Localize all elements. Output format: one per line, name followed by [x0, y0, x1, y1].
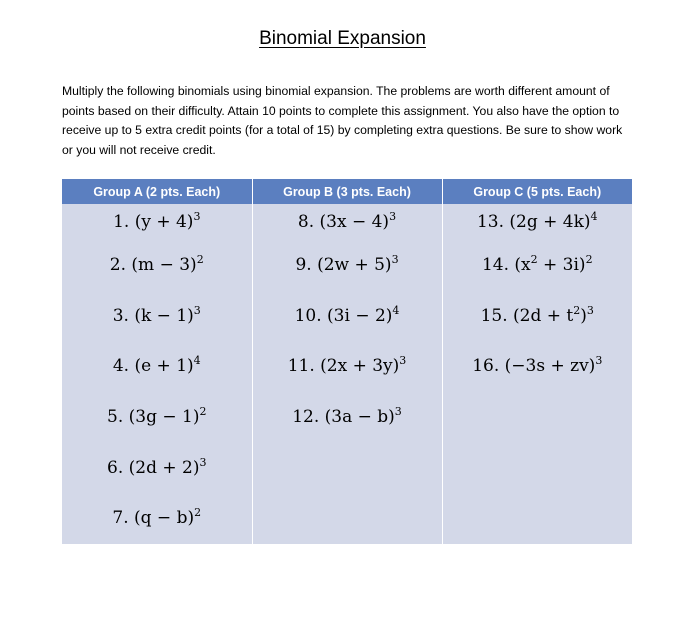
problem-cell	[252, 392, 442, 443]
problem-expression	[107, 407, 206, 427]
empty-cell	[252, 442, 442, 493]
problem-number: 9.	[295, 255, 318, 276]
problem-cell	[62, 291, 252, 342]
problem-number: 16.	[472, 356, 505, 377]
expression-base: (q − b)	[134, 508, 195, 529]
problem-number: 6.	[107, 457, 129, 478]
problem-expression	[113, 356, 201, 376]
problem-expression	[295, 255, 398, 275]
expression-base: (−3s + zv)	[504, 356, 596, 377]
problem-number: 14.	[481, 255, 515, 276]
expression-exponent: 3	[586, 303, 594, 317]
problem-number: 11.	[287, 356, 321, 377]
inner-exponent: 2	[573, 303, 581, 317]
problem-number: 10.	[294, 305, 328, 326]
problem-cell	[442, 291, 632, 342]
expression-exponent: 3	[595, 354, 603, 368]
expression-exponent: 4	[193, 354, 201, 368]
expression-exponent: 2	[194, 506, 202, 520]
problem-number: 2.	[109, 255, 132, 276]
expression-base: (m − 3)	[131, 255, 197, 276]
table-row	[62, 493, 632, 544]
expression-exponent: 3	[193, 303, 201, 317]
problem-cell	[62, 442, 252, 493]
problem-cell	[62, 341, 252, 392]
problem-cell	[442, 240, 632, 291]
problem-number: 8.	[297, 212, 320, 232]
problem-expression	[482, 255, 593, 275]
empty-cell	[252, 493, 442, 544]
instructions-paragraph: Multiply the following binomials using binomial expansion. The problems are worth different amount of points based on their difficulty. Attain 10 points to complete this assignment. You also have the option to receive up to 5 extra credit points (for a total of 15) by completing extra questions. Be sure to show work or you will not receive credit.	[62, 84, 623, 157]
problem-cell	[252, 341, 442, 392]
table-row	[62, 392, 632, 443]
problem-number: 3.	[112, 305, 135, 326]
page-title: Binomial Expansion	[259, 28, 426, 49]
expression-exponent: 2	[585, 253, 593, 267]
problem-number: 4.	[112, 356, 135, 377]
problem-expression	[107, 455, 207, 478]
expression-base: )	[580, 305, 587, 326]
problem-expression	[113, 212, 200, 232]
table-row	[62, 204, 632, 240]
empty-cell	[442, 392, 632, 443]
expression-base: (2d + 2)	[128, 457, 200, 478]
problem-number: 7.	[112, 508, 135, 529]
problem-cell	[442, 204, 632, 240]
problem-cell	[442, 341, 632, 392]
expression-exponent: 3	[394, 405, 402, 419]
expression-exponent: 2	[196, 253, 204, 267]
expression-base: (3a − b)	[324, 407, 395, 428]
problem-expression	[298, 212, 396, 232]
table-row	[62, 341, 632, 392]
problem-number: 1.	[113, 212, 135, 232]
problem-cell	[252, 204, 442, 240]
empty-cell	[442, 442, 632, 493]
expression-exponent: 3	[199, 455, 207, 469]
header-group-b: Group B (3 pts. Each)	[252, 179, 442, 204]
expression-exponent: 3	[193, 210, 201, 223]
expression-base: (2w + 5)	[317, 255, 392, 276]
expression-exponent: 4	[590, 210, 598, 223]
problem-expression	[110, 255, 204, 275]
problem-expression	[472, 356, 602, 376]
problem-expression	[480, 303, 594, 326]
expression-base: (2g + 4k)	[509, 212, 591, 232]
problem-expression	[292, 407, 402, 427]
expression-inner: (2d + t	[513, 305, 574, 326]
expression-exponent: 2	[199, 405, 207, 419]
empty-cell	[442, 493, 632, 544]
expression-inner: (x	[514, 255, 531, 276]
inner-exponent: 2	[530, 253, 538, 267]
problem-expression	[112, 303, 201, 326]
table-row	[62, 442, 632, 493]
expression-exponent: 3	[391, 253, 399, 267]
problem-cell	[252, 291, 442, 342]
problem-number: 5.	[107, 407, 129, 428]
problem-number: 12.	[292, 407, 325, 428]
expression-base: (3i − 2)	[327, 305, 393, 326]
expression-base: (3x − 4)	[319, 212, 390, 232]
problem-expression	[477, 212, 598, 232]
problem-cell	[62, 240, 252, 291]
expression-base: (e + 1)	[134, 356, 194, 377]
problems-table	[62, 179, 632, 544]
expression-base: (y + 4)	[134, 212, 194, 232]
expression-base: (2x + 3y)	[320, 356, 400, 377]
table-row	[62, 291, 632, 342]
header-group-c: Group C (5 pts. Each)	[442, 179, 632, 204]
problem-cell	[62, 493, 252, 544]
expression-base: (k − 1)	[134, 305, 194, 326]
problem-cell	[252, 240, 442, 291]
expression-exponent: 3	[399, 354, 407, 368]
problem-cell	[62, 204, 252, 240]
problem-number: 15.	[480, 305, 514, 326]
problem-expression	[294, 303, 400, 326]
problem-number: 13.	[476, 212, 510, 232]
expression-exponent: 4	[392, 303, 400, 317]
expression-exponent: 3	[389, 210, 397, 223]
header-group-a: Group A (2 pts. Each)	[62, 179, 252, 204]
expression-base: + 3i)	[537, 255, 586, 276]
table-row	[62, 240, 632, 291]
problem-expression	[288, 356, 407, 376]
problem-cell	[62, 392, 252, 443]
problem-expression	[112, 508, 201, 528]
table-header-row	[62, 179, 632, 204]
expression-base: (3g − 1)	[128, 407, 200, 428]
